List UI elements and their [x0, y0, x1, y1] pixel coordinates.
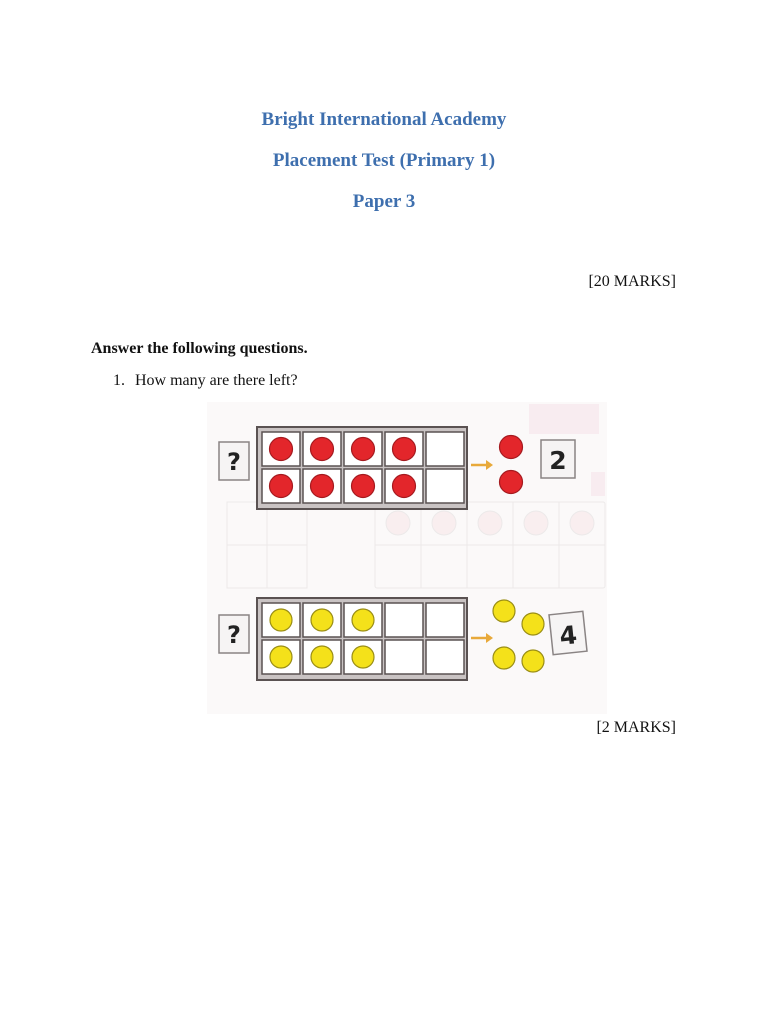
question-marks: [2 MARKS] [596, 719, 676, 736]
red-question-card [219, 442, 249, 480]
counter [393, 475, 416, 498]
counter [352, 475, 375, 498]
counter [352, 438, 375, 461]
ten-frame-cell [426, 432, 464, 466]
ten-frame-cell [385, 640, 423, 674]
counter [270, 609, 292, 631]
svg-text:2: 2 [549, 446, 567, 475]
instruction-text: Answer the following questions. [91, 340, 308, 357]
question-number: 1. [113, 372, 125, 389]
ten-frame-cell [385, 603, 423, 637]
counter [311, 438, 334, 461]
red-counter-taken [500, 436, 523, 459]
yellow-answer-card [549, 611, 587, 654]
counter [311, 646, 333, 668]
ten-frame-cell [426, 640, 464, 674]
counter [352, 646, 374, 668]
paper-number: Paper 3 [352, 191, 416, 212]
yellow-counter-taken [522, 650, 544, 672]
test-title: Placement Test (Primary 1) [272, 150, 496, 171]
svg-text:4: 4 [558, 620, 579, 651]
ten-frame-figure [207, 402, 607, 714]
question-1 [113, 372, 298, 390]
yellow-question-card [219, 615, 249, 653]
red-ten-frame [257, 427, 467, 509]
ten-frame-cell [426, 603, 464, 637]
ten-frame-cell [426, 469, 464, 503]
question-text: How many are there left? [135, 372, 298, 389]
counter [270, 438, 293, 461]
svg-text:?: ? [227, 621, 241, 649]
yellow-ten-frame [257, 598, 467, 680]
school-name: Bright International Academy [261, 109, 507, 130]
counter [270, 475, 293, 498]
counter [393, 438, 416, 461]
total-marks: [20 MARKS] [588, 273, 676, 290]
counter [270, 646, 292, 668]
yellow-counter-taken [522, 613, 544, 635]
red-counter-taken [500, 471, 523, 494]
counter [311, 609, 333, 631]
counter [311, 475, 334, 498]
yellow-counter-taken [493, 647, 515, 669]
yellow-counter-taken [493, 600, 515, 622]
counter [352, 609, 374, 631]
svg-text:?: ? [227, 448, 241, 476]
red-answer-card [541, 440, 575, 478]
